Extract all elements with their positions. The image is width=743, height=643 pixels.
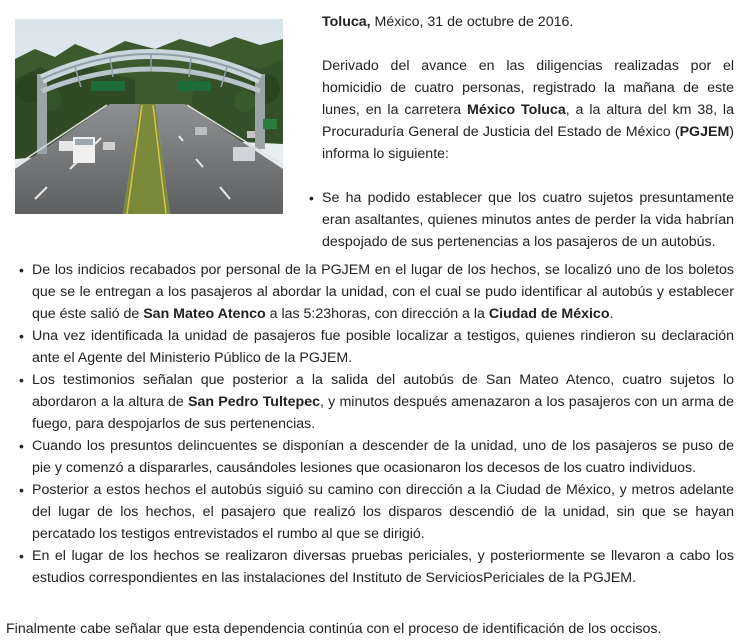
list-item-text: a las 5:23horas, con dirección a la (265, 306, 489, 322)
intro-text: , a la altura del km 38, la Procuraduría General de Justicia del Estado de México ( (322, 102, 734, 140)
bullet-dot: • (19, 548, 24, 564)
list-item (19, 369, 734, 435)
place-name: Ciudad de México (488, 306, 610, 322)
list-item-text: Se ha podido establecer que los cuatro sujetos presuntamente eran asaltantes, quienes minutos antes de perder la vida habrían despojado de sus pertenencias a los pasajeros de un autobús. (322, 190, 734, 250)
intro-block (322, 11, 734, 165)
bullet-dot: • (19, 482, 24, 498)
list-item (19, 259, 734, 325)
place-name: San Pedro Tultepec (188, 394, 320, 410)
list-item-text: Cuando los presuntos delincuentes se disponían a descender de la unidad, uno de los pasajeros se puso de pie y comenzó a dispararles, causándoles lesiones que ocasionaron los decesos de los cuatro individuos. (32, 438, 734, 476)
dateline-city: Toluca, (322, 14, 371, 30)
list-item (19, 325, 734, 369)
list-item-text: En el lugar de los hechos se realizaron diversas pruebas periciales, y posteriormente se llevaron a cabo los estudios correspondientes en las instalaciones del Instituto de ServiciosPericiales de la PGJEM. (32, 548, 734, 586)
highway-image (15, 19, 283, 214)
list-item-text: , y minutos después amenazaron a los pasajeros con un arma de fuego, para despojarlos de sus pertenencias. (32, 394, 734, 432)
list-item-text: . (609, 306, 614, 322)
bullet-dot: • (19, 328, 24, 344)
bullet-dot: • (19, 372, 24, 388)
bullet-dot: • (19, 438, 24, 454)
intro-highway-name: México Toluca (467, 102, 566, 118)
closing-paragraph: Finalmente cabe señalar que esta dependencia continúa con el proceso de identificación de los occisos. (6, 621, 662, 637)
list-item-text: Los testimonios señalan que posterior a la salida del autobús de San Mateo Atenco, cuatro sujetos lo abordaron a la altura de (32, 372, 734, 410)
intro-paragraph (322, 55, 734, 165)
bullet-list (19, 259, 734, 589)
place-name: San Mateo Atenco (143, 306, 266, 322)
dateline (322, 11, 734, 33)
list-item-text: Una vez identificada la unidad de pasajeros fue posible localizar a testigos, quienes rindieron su declaración ante el Agente del Ministerio Público de la PGJEM. (32, 328, 734, 366)
list-item (309, 187, 734, 253)
list-item (19, 479, 734, 545)
bullet-dot: • (19, 262, 24, 278)
list-item (19, 545, 734, 589)
dateline-date: México, 31 de octubre de 2016. (370, 14, 574, 30)
intro-text: ) informa lo siguiente: (322, 124, 734, 162)
intro-agency-acronym: PGJEM (679, 124, 730, 140)
intro-text: Derivado del avance en las diligencias realizadas por el homicidio de cuatro personas, registrado la mañana de este lunes, en la carretera (322, 58, 734, 118)
list-item-text: De los indicios recabados por personal de la PGJEM en el lugar de los hechos, se localizó uno de los boletos que se le entregan a los pasajeros al abordar la unidad, con el cual se pudo identificar al autobús y establecer que éste salió de (32, 262, 734, 322)
highway-photo (15, 19, 283, 214)
bullet-dot: • (309, 190, 314, 206)
list-item-text: Posterior a estos hechos el autobús siguió su camino con dirección a la Ciudad de México, y metros adelante del lugar de los hechos, el pasajero que realizó los disparos descendió de la unidad, sin que se hayan percatado los testigos entrevistados el rumbo al que se dirigió. (32, 482, 734, 542)
bullet-list-top (309, 187, 734, 253)
list-item (19, 435, 734, 479)
